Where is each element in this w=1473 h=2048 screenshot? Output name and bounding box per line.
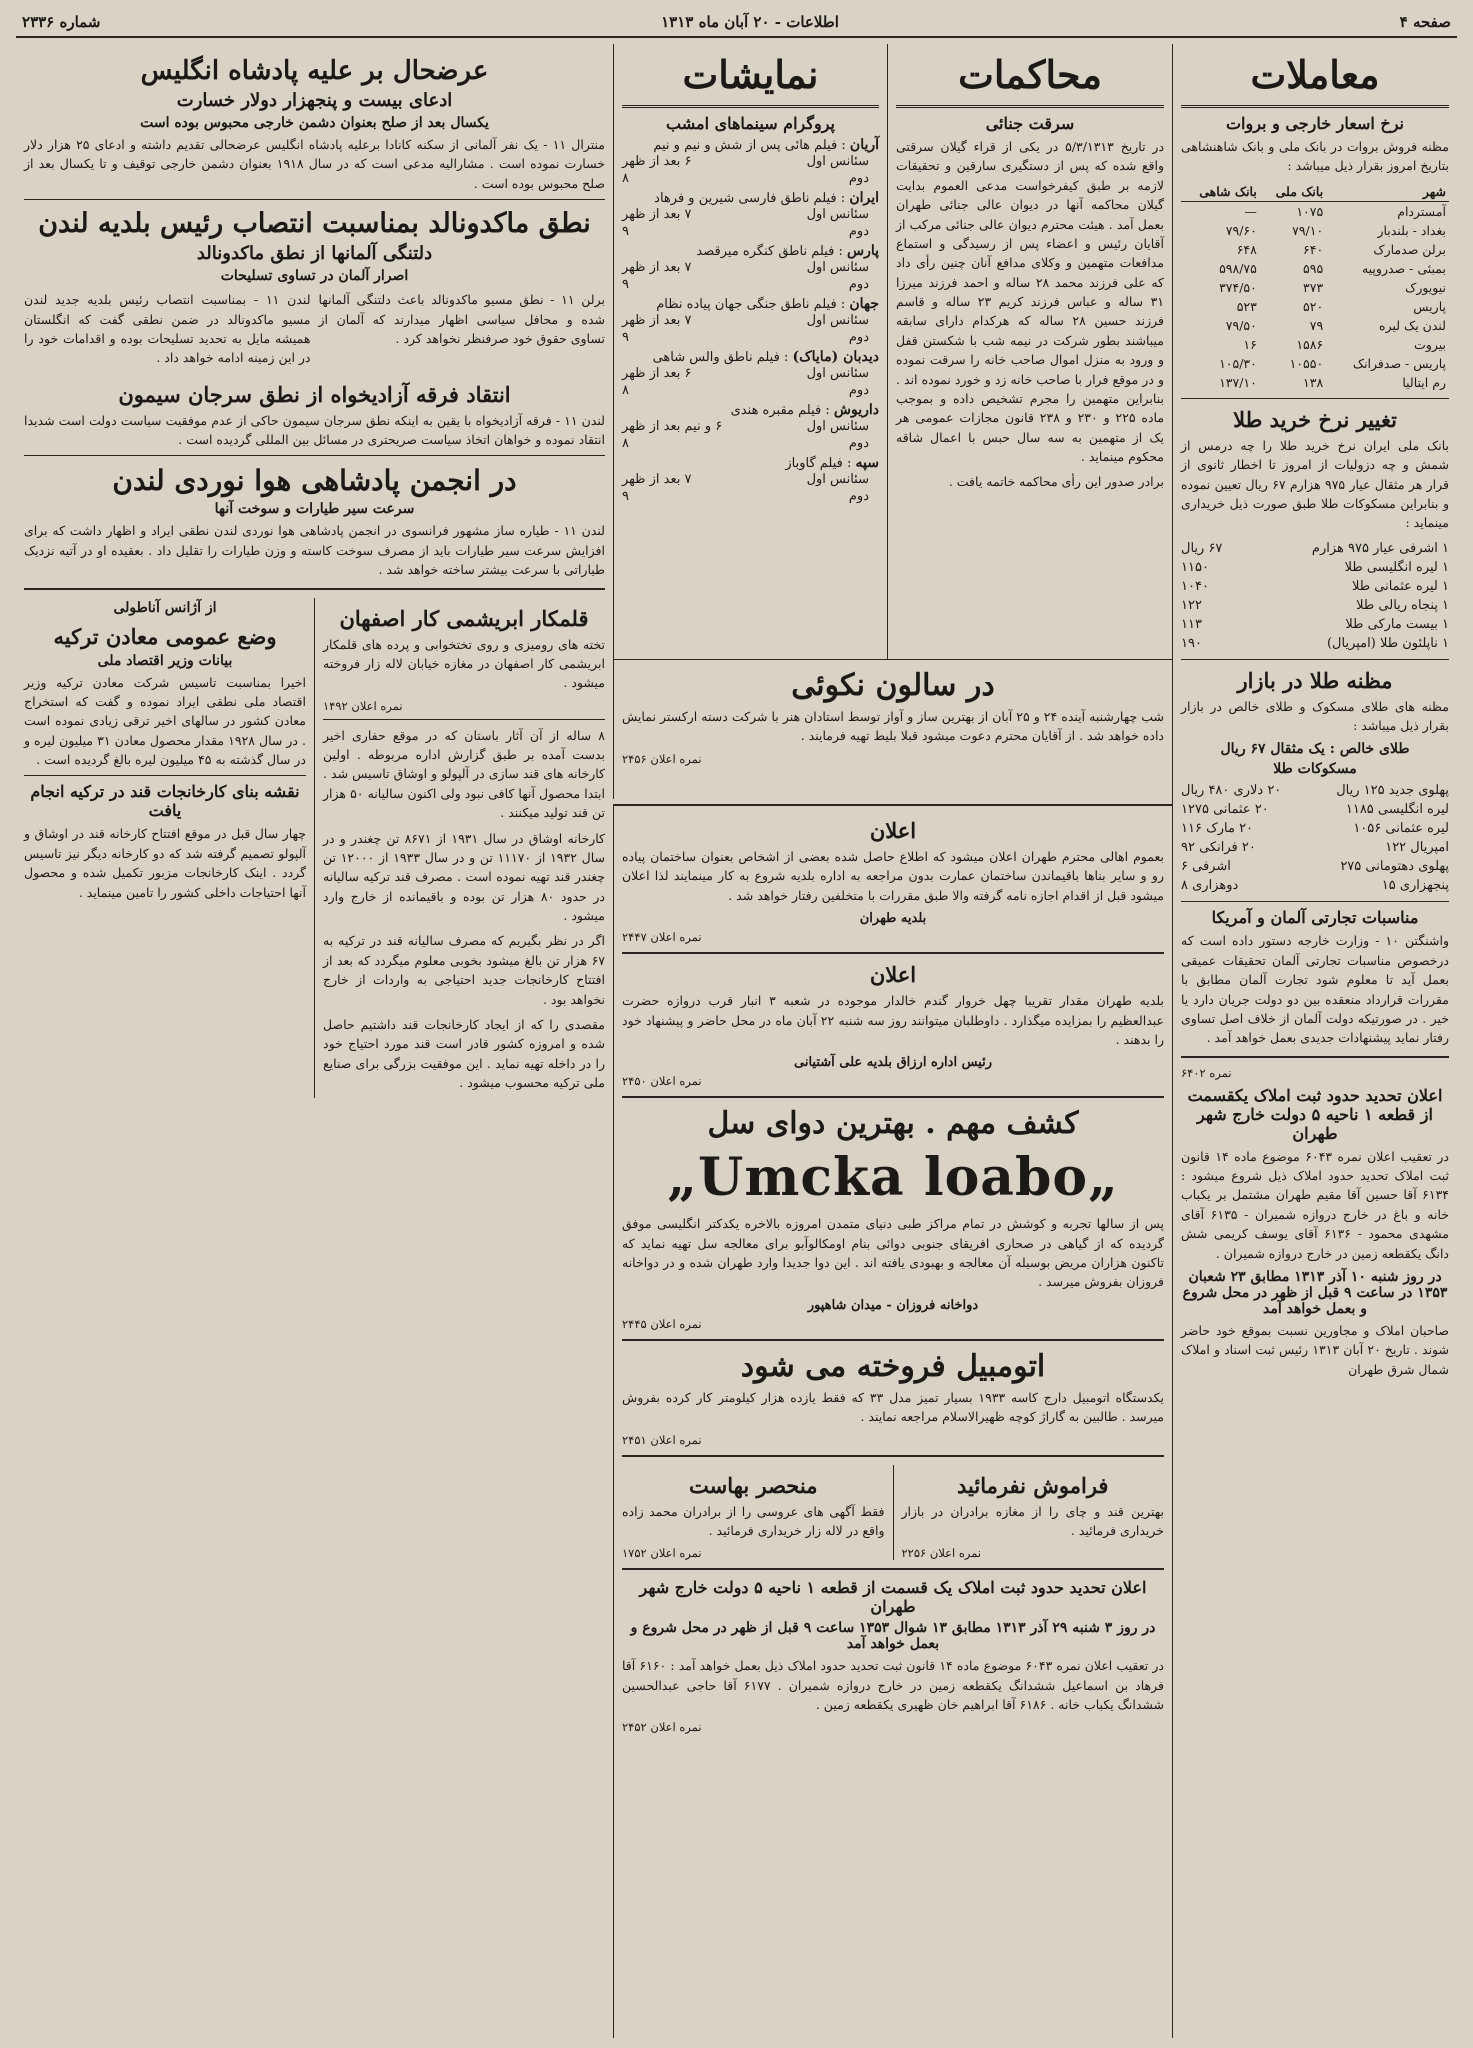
- gold-price: ۱۰۴۰: [1181, 578, 1209, 594]
- fx-shahi: ۶۴۸: [1236, 241, 1257, 257]
- headline-aviation: در انجمن پادشاهی هوا نوردی لندن: [112, 464, 517, 498]
- show-time: ۷ بعد از ظهر: [622, 313, 692, 328]
- headline-lawsuit: عرضحال بر علیه پادشاه انگلیس: [140, 56, 489, 86]
- fx-melli: ۷۹: [1309, 317, 1324, 333]
- fx-row: [1181, 278, 1449, 297]
- fx-intro: مظنه فروش بروات در بانک ملی و بانک شاهنشاهی بتاریخ امروز بقرار ذیل میباشد :: [1181, 139, 1449, 174]
- forget-text: بهترین قند و چای را از مغازه برادران در بازار خریداری فرمائید .: [901, 1503, 1164, 1538]
- fx-shahi: ۷۹/۵۰: [1225, 317, 1257, 333]
- cinema-film: فیلم گاوباز: [785, 456, 843, 471]
- text-qalamkar: تخته های رومیزی و روی تختخوابی و پرده های قلمکار ابریشمی کار اصفهان در مغازه خیابان لاله زار فروخته میشود .: [323, 636, 605, 691]
- page-number: صفحه ۴: [1399, 13, 1451, 31]
- gold-price: ۱۲۲: [1181, 597, 1202, 613]
- coin-b: ۲۰ عثمانی ۱۲۷۵: [1181, 802, 1269, 818]
- coin-row: [1181, 838, 1449, 857]
- fx-melli: ۳۷۳: [1303, 279, 1324, 295]
- cinema-film: فیلم ناطق والس شاهی: [652, 350, 780, 365]
- show-time: ۶ بعد از ظهر: [622, 366, 692, 381]
- notice-title: اعلان تحدید حدود ثبت املاک یکقسمت از قطعه ۱ ناحیه ۵ دولت خارج شهر طهران: [1187, 1085, 1443, 1143]
- fx-shahi: —: [1244, 203, 1257, 219]
- bazaar-title: مظنه طلا در بازار: [1237, 667, 1393, 693]
- coin-a: پنجهزاری ۱۵: [1381, 878, 1449, 894]
- fx-row: [1181, 373, 1449, 392]
- show-time: ۷ بعد از ظهر: [622, 472, 692, 487]
- notice2-title: اعلان تحدید حدود ثبت املاک یک قسمت از قطعه ۱ ناحیه ۵ دولت خارج شهر طهران: [639, 1578, 1147, 1617]
- cinema-entry: دیدبان (مایاک) : فیلم ناطق والس شاهی سئانس اول ۶ بعد از ظهر دوم ۸: [622, 349, 879, 398]
- show-line: [622, 223, 879, 240]
- cinema-film: فیلم مقبره هندی: [730, 403, 822, 418]
- gold-row: [1181, 577, 1449, 596]
- headline-qalamkar: قلمکار ابریشمی کار اصفهان: [339, 605, 589, 631]
- show-line: [622, 435, 879, 452]
- coin-b: ۲۰ فرانکی ۹۲: [1181, 840, 1256, 856]
- fx-melli: ۵۹۵: [1303, 260, 1324, 276]
- notice-tail: صاحبان املاک و مجاورین نسبت بموقع خود حاضر شوند . تاریخ ۲۰ آبان ۱۳۱۳ رئیس ثبت اسناد و املاک شمال شرق طهران: [1181, 1322, 1449, 1377]
- forget-ad: [902, 1465, 1165, 1561]
- ad1-text: بعموم اهالی محترم طهران اعلان میشود که اطلاع حاصل شده بعضی از اشخاص بعنوان ساختمان پیاده رو و سایر بناها باقیماندن ساختمان عمارت بدون مراجعه به اداره بلدیه شروع به کار مینمایند لذا اعلان میشود قبل از اقدام اجازه نامه گرفته والا طبق مقررات با متخلفین رفتار خواهد شد .: [622, 849, 1164, 903]
- show-label: سئانس اول: [806, 472, 869, 487]
- fx-table: [1181, 182, 1449, 392]
- case-text: در تاریخ ۵/۳/۱۳۱۳ در یکی از قراء گیلان سرقتی واقع شده که پس از دستگیری سارقین و تحقیقات لازمه بر طبق کیفرخواست مدعی العموم بدایت گیلان محاکمه آنها در دیوان عالی جنائی طهران بعمل آمد . هیئت محترم دیوان عالی جنائی مرکب از آقایان رئیس و اعضاء پس از رسیدگی و استماع مدافعات متهمین و وکلای مدافع آنان چنین رأی داد که علی فرزند محمد ۲۸ ساله و احمد فرزند میرزا ۳۱ ساله و عباس فرزند کریم ۲۳ ساله و قاسم فرزند حسین ۲۸ ساله که هرکدام دارای سابقه میباشند بطور شرکت در نیمه شب با شکستن قفل و ورود به منزل اموال صاحب خانه را سرقت نموده و در موقع فرار با صاحب خانه زد و خورد نموده اند . بنابراین متهمین را مجرم تشخیص داده و بموجب ماده ۲۲۵ و ۲۳۰ و ۲۳۸ قانون مجازات عمومی هر یک از متهمین به سه سال حبس با اعمال شاقه محکوم مینماید .: [896, 139, 1165, 464]
- show-label: دوم: [848, 383, 869, 398]
- show-time: ۹: [622, 277, 629, 292]
- sub-macdonald: دلتنگی آلمانها از نطق ماکدونالد: [196, 243, 433, 265]
- fx-row: [1181, 240, 1449, 259]
- divider: [622, 1455, 1164, 1457]
- ads-block: [613, 804, 1172, 2038]
- coin-a: امپریال ۱۲۲: [1385, 840, 1449, 856]
- bazaar-text: مظنه های طلای مسکوک و طلای خالص در بازار بقرار ذیل میباشد :: [1181, 698, 1449, 733]
- cinema-entry: آریان : فیلم هائی پس از شش و نیم و نیم سئانس اول ۶ بعد از ظهر دوم ۸: [622, 137, 879, 186]
- show-line: [622, 170, 879, 187]
- column-news: [16, 44, 613, 2038]
- show-time: ۸: [622, 383, 629, 398]
- medicine-name: „Umcka loabo„: [667, 1147, 1119, 1209]
- cinema-film: فیلم هائی پس از شش و نیم و نیم: [653, 138, 838, 153]
- notice-number: نمره ۶۴۰۲: [1181, 1065, 1232, 1080]
- salon-ad: [613, 659, 1172, 799]
- text-sugar-plan: چهار سال قبل در موقع افتتاح کارخانه قند در اوشاق و آلپولو تصمیم گرفته شد که دو کارخانه دیگر نیز تاسیس گردد . اینک کارخانجات مزبور تکمیل شده و محصول آنها احتیاجات داخلی کشور را تامین مینماید .: [24, 826, 306, 900]
- sub-mines: بیانات وزیر اقتصاد ملی: [97, 652, 233, 669]
- fx-city: بمبئی - صدروپیه: [1361, 260, 1446, 276]
- medicine-title: کشف مهم . بهترین دوای سل: [707, 1106, 1079, 1142]
- divider: [1181, 659, 1449, 660]
- text-mines: اخیرا بمناسبت تاسیس شرکت معادن ترکیه وزیر اقتصاد ملی نطقی ایراد نموده و گفت که استخراج معادن کشور در سالهای اخیر ترقی زیادی نموده است . در سال ۱۹۲۸ مقدار محصول معادن ۳۱ میلیون لیره و در سال گذشته به ۴۵ میلیون لیره بالغ گردیده است .: [24, 674, 306, 767]
- fx-row: [1181, 316, 1449, 335]
- fx-city: پاریس - صدفرانک: [1352, 355, 1446, 371]
- gold-item: ۱ ناپلئون طلا (امپریال): [1326, 635, 1449, 651]
- cinema-name: ایران: [849, 190, 879, 206]
- divider: [893, 1465, 894, 1561]
- show-time: ۹: [622, 489, 629, 504]
- cinema-entry: ایران : فیلم ناطق فارسی شیرین و فرهاد سئانس اول ۷ بعد از ظهر دوم ۹: [622, 190, 879, 239]
- show-label: دوم: [848, 489, 869, 504]
- ad2-sign: رئیس اداره ارزاق بلدیه علی آشتیانی: [794, 1055, 992, 1071]
- coins-title: مسکوکات طلا: [1273, 761, 1357, 778]
- fx-melli: ۱۳۸: [1303, 374, 1324, 390]
- gold-item: ۱ بیست مارکی طلا: [1345, 616, 1449, 632]
- cinema-entry: سپه : فیلم گاوباز سئانس اول ۷ بعد از ظهر دوم ۹: [622, 455, 879, 504]
- section-title-transactions: معاملات: [1181, 48, 1449, 108]
- coin-row: [1181, 819, 1449, 838]
- show-label: سئانس اول: [806, 419, 869, 434]
- fx-row: [1181, 335, 1449, 354]
- gold-row: [1181, 596, 1449, 615]
- ad2-number: نمره اعلان ۲۴۵۰: [622, 1074, 702, 1089]
- fx-shahi: ۵۹۸/۷۵: [1219, 260, 1257, 276]
- ad1-number: نمره اعلان ۲۴۴۷: [622, 930, 702, 945]
- text-macdonald-a: برلن ۱۱ - نطق مسیو ماکدونالد باعث دلتنگی آلمانها شده و محافل سیاسی اظهار میدارند که آلمان از تساوی حقوق خود صرفنظر نخواهد کرد .: [318, 292, 605, 346]
- case-title: سرقت جنائی: [985, 114, 1075, 133]
- fx-shahi: ۱۰۵/۳۰: [1219, 355, 1257, 371]
- fx-header-melli: بانک ملی: [1260, 182, 1326, 202]
- notice2-date: در روز ۳ شنبه ۲۹ آذر ۱۳۱۳ مطابق ۱۳ شوال ۱۳۵۳ ساعت ۹ قبل از ظهر در محل شروع و بعمل خواهد آمد: [630, 1620, 1156, 1653]
- text-sugar-2: کارخانه اوشاق در سال ۱۹۳۱ از ۸۶۷۱ تن چغندر و در سال ۱۹۳۲ از ۱۱۱۷۰ تن و در سال ۱۹۳۳ از ۱۲۰۰۰ تن چغندر قند تهیه نموده است . مصرف قند ترکیه سالیانه در حدود ۸۰ هزار تن بوده و باقیمانده از خارج وارد میشود .: [323, 830, 606, 923]
- divider: [1181, 1056, 1449, 1058]
- fx-city: آمستردام: [1397, 203, 1446, 219]
- gold-change-text: بانک ملی ایران نرخ خرید طلا را چه درمس از شمش و چه دزولیات از امروز تا اخطار ثانوی از قرار هر مثقال عیار ۹۷۵ هزارم ۶۷ ریال تعیین نموده و بنابراین مسکوکات طلا طبق صورت ذیل خریداری مینماید :: [1181, 437, 1449, 531]
- coin-row: [1181, 781, 1449, 800]
- gold-item: ۱ اشرفی عیار ۹۷۵ هزارم: [1311, 540, 1449, 556]
- show-line: [622, 329, 879, 346]
- show-line: [622, 276, 879, 293]
- section-title-shows: نمایشات: [622, 48, 879, 108]
- coin-b: ۲۰ مارک ۱۱۶: [1181, 821, 1254, 837]
- show-label: دوم: [848, 330, 869, 345]
- fx-shahi: ۷۹/۶۰: [1225, 222, 1257, 238]
- fx-melli: ۱۰۷۵: [1296, 203, 1324, 219]
- issue-date: اطلاعات - ۲۰ آبان ماه ۱۳۱۳: [661, 13, 839, 31]
- notice2-text: در تعقیب اعلان نمره ۶۰۴۳ موضوع ماده ۱۴ قانون ثبت تحدید حدود املاک ذیل بعمل خواهد آمد : ۶۱۶۰ آقا فرهاد بن اسماعیل ششدانگ یکقطعه زمین در خارج دروازه شمیران . ۶۱۷۷ آقا حاجی عبدالحسین ششدانگ یکباب خانه . ۶۱۸۶ آقا ابراهیم خان ظهیری یکقطعه زمین .: [622, 1658, 1164, 1712]
- fx-header-city: شهر: [1326, 182, 1449, 202]
- ad1-sign: بلدیه طهران: [859, 911, 927, 927]
- fx-melli: ۷۹/۱۰: [1292, 222, 1324, 238]
- macdonald-text: [24, 288, 605, 374]
- column-transactions: [1172, 44, 1457, 2038]
- cinema-name: پارس: [846, 243, 879, 259]
- show-line: [622, 471, 879, 488]
- fx-shahi: ۵۲۳: [1236, 298, 1257, 314]
- fx-row: [1181, 221, 1449, 240]
- exclusive-text: فقط آگهی های عروسی را از برادران محمد زاده واقع در لاله زار خریداری فرمائید .: [622, 1503, 885, 1538]
- headline-simon: انتقاد فرقه آزادیخواه از نطق سرجان سیمون: [118, 381, 511, 407]
- divider: [622, 1096, 1164, 1098]
- text-simon: لندن ۱۱ - فرقه آزادیخواه با یقین به اینکه نطق سرجان سیمون حاکی از عدم موفقیت سیاست دولت است شدیدا انتقاد نموده و خواهان اتخاذ سیاست صریحتری در مسائل بین المللی گردیده است .: [24, 412, 605, 447]
- forget-title: فراموش نفرمائید: [957, 1472, 1109, 1498]
- show-time: ۶ بعد از ظهر: [622, 154, 692, 169]
- case-tail: برادر صدور این رأی محاکمه خاتمه یافت .: [948, 474, 1164, 490]
- cinema-entry: پارس : فیلم ناطق کنگره میرقصد سئانس اول ۷ بعد از ظهر دوم ۹: [622, 243, 879, 292]
- notice-text: در تعقیب اعلان نمره ۶۰۴۳ موضوع ماده ۱۴ قانون ثبت املاک تحدید حدود املاک ذیل شروع میشود : ۶۱۳۴ آقا حسین آقا مقیم طهران مشتمل بر یکباب خانه و باغ در خارج دروازه شمیران - ۶۱۳۵ آقای مشهدی محمود - ۶۱۳۶ آقای یوسف کریمی شش دانگ یکقطعه زمین در خارج دروازه شمیران .: [1181, 1148, 1450, 1261]
- auto-text: یکدستگاه اتومبیل دارج کاسه ۱۹۳۳ بسیار تمیز مدل ۳۳ که فقط یازده هزار کیلومتر کار کرده بفروش میرسد . طالبین به گاراژ کوچه ظهیرالاسلام مراجعه نمایند .: [622, 1389, 1164, 1425]
- section-title-trials: محاکمات: [896, 48, 1164, 108]
- fx-city: بیروت: [1414, 336, 1446, 352]
- fx-shahi: ۱۳۷/۱۰: [1219, 374, 1257, 390]
- gold-row: [1181, 558, 1449, 577]
- coin-b: اشرفی ۶: [1181, 859, 1231, 875]
- medicine-sign: دواخانه فروزان - میدان شاهپور: [807, 1297, 979, 1313]
- fx-melli: ۱۰۵۵۰: [1289, 355, 1324, 371]
- coin-a: پهلوی جدید ۱۲۵ ریال: [1336, 783, 1449, 799]
- gold-price: ۶۷ ریال: [1181, 540, 1223, 556]
- page-header: [16, 8, 1457, 38]
- notice-date: در روز شنبه ۱۰ آذر ۱۳۱۳ مطابق ۲۳ شعبان ۱۳۵۳ در ساعت ۹ قبل از ظهر در محل شروع و بعمل خواهد آمد: [1182, 1268, 1448, 1317]
- exclusive-number: نمره اعلان ۱۷۵۲: [622, 1546, 702, 1561]
- gold-price: ۱۱۵۰: [1181, 559, 1209, 575]
- fx-row: [1181, 354, 1449, 373]
- show-line: [622, 259, 879, 276]
- fx-shahi: ۱۶: [1243, 336, 1257, 352]
- lower-left-col: [24, 598, 306, 1099]
- text-aviation: لندن ۱۱ - طیاره ساز مشهور فرانسوی در انجمن پادشاهی هوا نوردی لندن نطقی ایراد و اظهار داشت که برای افزایش سرعت سیر طیارات باید از مصرف سوخت کاسته و وزن طیارات را تقلیل داد . بعقیده او در آتیه نزدیک طیاراتی با سرعت بیشتر ساخته خواهد شد .: [24, 523, 605, 578]
- cinema-film: فیلم ناطق جنگی جهان پیاده نظام: [656, 297, 837, 312]
- fx-city: لندن یک لیره: [1379, 317, 1446, 333]
- fx-city: رم ایتالیا: [1402, 374, 1446, 390]
- gold-price: ۱۱۳: [1181, 616, 1202, 632]
- gold-row: [1181, 539, 1449, 558]
- cinema-entry: داریوش : فیلم مقبره هندی سئانس اول ۶ و نیم بعد از ظهر دوم ۸: [622, 402, 879, 451]
- text-sugar-1: ۸ ساله از آن آثار باستان که در موقع حفاری اخیر بدست آمده بر طبق گزارش اداره مربوطه . اولین کارخانه های قند سازی در آلپولو و اوشاق تاسیس شد . ابتدا محصول آنها کافی نبود ولی اکنون سالیانه ۵۰ هزار تن قند تولید میکنند .: [323, 727, 605, 821]
- coin-row: [1181, 857, 1449, 876]
- divider: [24, 455, 605, 456]
- show-line: [622, 418, 879, 435]
- headline-macdonald: نطق ماکدونالد بمناسبت انتصاب رئیس بلدیه لندن: [38, 208, 591, 240]
- show-label: سئانس اول: [806, 313, 869, 328]
- gold-item: ۱ پنجاه ریالی طلا: [1356, 597, 1449, 613]
- cinema-film: فیلم ناطق کنگره میرقصد: [696, 244, 835, 259]
- show-label: سئانس اول: [806, 260, 869, 275]
- ad2-title: اعلان: [869, 962, 917, 988]
- show-time: ۸: [622, 171, 629, 186]
- coin-b: ۲۰ دلاری ۴۸۰ ریال: [1181, 783, 1282, 799]
- show-label: سئانس اول: [806, 207, 869, 222]
- show-label: دوم: [848, 436, 869, 451]
- show-line: [622, 206, 879, 223]
- salon-number: نمره اعلان ۲۴۵۶: [622, 751, 702, 766]
- coin-a: لیره عثمانی ۱۰۵۶: [1353, 821, 1449, 837]
- salon-text: شب چهارشنبه آینده ۲۴ و ۲۵ آبان از بهترین ساز و آواز توسط استادان هنر با شرکت دسته ارکستر نمایش داده خواهد شد . از آقایان محترم دعوت میشود قبلا بلیط تهیه فرمایند .: [622, 709, 1164, 744]
- show-label: دوم: [848, 224, 869, 239]
- medicine-text: پس از سالها تجربه و کوشش در تمام مراکز طبی دنیای متمدن امروزه بالاخره یکدکتر انگلیسی موفق گردیده که از گیاهی در صحاری افریقای جنوبی دوائی بنام اومکالوآبو برای معالجه سل تهیه نماید که تاکنون هزاران مریض بوسیله آن معالجه و بهبودی یافته اند . این دوا جدیدا وارد طهران شده و در دواخانه فروزان بفروش میرسد .: [622, 1216, 1164, 1290]
- divider: [622, 1339, 1164, 1341]
- show-line: [622, 365, 879, 382]
- headline-sugar-plan: نقشه بنای کارخانجات قند در ترکیه انجام یافت: [30, 782, 300, 821]
- fx-city: نیویورک: [1405, 279, 1446, 295]
- fx-header-shahi: بانک شاهی: [1181, 182, 1260, 202]
- divider: [622, 952, 1164, 954]
- gold-row: [1181, 615, 1449, 634]
- cinema-name: سپه: [855, 455, 879, 471]
- sub-aviation: سرعت سیر طیارات و سوخت آنها: [214, 501, 415, 518]
- salon-title: در سالون نکوئی: [791, 668, 995, 703]
- forget-number: نمره اعلان ۲۲۵۶: [901, 1546, 982, 1561]
- exclusive-title: منحصر بهاست: [689, 1472, 818, 1498]
- auto-number: نمره اعلان ۲۴۵۱: [622, 1432, 702, 1447]
- fx-melli: ۶۴۰: [1303, 241, 1324, 257]
- cinema-name: جهان: [849, 296, 879, 312]
- notice2-number: نمره اعلان ۲۴۵۲: [622, 1720, 702, 1735]
- show-time: ۸: [622, 436, 629, 451]
- coin-a: لیره انگلیسی ۱۱۸۵: [1345, 802, 1449, 818]
- fx-city: برلن صدمارک: [1373, 241, 1446, 257]
- cinema-entry: جهان : فیلم ناطق جنگی جهان پیاده نظام سئانس اول ۷ بعد از ظهر دوم ۹: [622, 296, 879, 345]
- exclusive-ad: [622, 1465, 885, 1561]
- coin-b: دوهزاری ۸: [1181, 878, 1239, 894]
- fx-city: پاریس: [1413, 298, 1446, 314]
- show-time: ۷ بعد از ظهر: [622, 260, 692, 275]
- divider: [323, 719, 605, 720]
- text-macdonald-b: لندن ۱۱ - بمناسبت انتصاب رئیس بلدیه جدید لندن مسیو ماکدونالد در ضمن نطقی گفت که انگلستان همیشه مایل به تحدید تسلیحات بوده و اقدامات خود را در این زمینه ادامه خواهد داد .: [24, 292, 311, 366]
- fx-title: نرخ اسعار خارجی و بروات: [1225, 114, 1405, 133]
- gold-item: ۱ لیره عثمانی طلا: [1352, 578, 1449, 594]
- gold-price: ۱۹۰: [1181, 635, 1202, 651]
- agency-label: از آژانس آناطولی: [113, 599, 217, 616]
- show-line: [622, 153, 879, 170]
- divider: [24, 199, 605, 200]
- sub-macdonald-2: اصرار آلمان در تساوی تسلیحات: [220, 268, 409, 285]
- show-time: ۶ و نیم بعد از ظهر: [622, 419, 723, 434]
- coin-row: [1181, 800, 1449, 819]
- sub-lawsuit-2: یکسال بعد از صلح بعنوان دشمن خارجی محبوس بوده است: [140, 115, 489, 131]
- ad2-text: بلدیه طهران مقدار تقریبا چهل خروار گندم خالدار موجوده در شعبه ۳ انبار قرب دروازه حضرت عبدالعظیم را بمزایده میگذارد . داوطلبان میتوانند روز سه شنبه ۲۲ آبان ماه در محل حاضر و پیشنهاد خود را بدهند .: [622, 993, 1164, 1047]
- gold-row: [1181, 634, 1449, 653]
- show-line: [622, 488, 879, 505]
- show-line: [622, 382, 879, 399]
- text-lawsuit: منترال ۱۱ - یک نفر آلمانی از سکنه کانادا برعلیه پادشاه انگلیس عرضحالی تقدیم داشته و ادعای ۲۵ هزار دلار خسارت نموده است . مشارالیه مدعی است که در سال ۱۹۱۸ بعنوان دشمن خارجی توقیف و تا یکسال بعد از صلح محبوس بوده است .: [24, 137, 605, 191]
- headline-mines: وضع عمومی معادن ترکیه: [53, 623, 277, 649]
- show-label: دوم: [848, 277, 869, 292]
- show-time: ۹: [622, 224, 629, 239]
- divider: [1181, 901, 1449, 902]
- fx-row: [1181, 259, 1449, 278]
- cinema-name: آریان: [849, 137, 879, 153]
- program-title: پروگرام سینماهای امشب: [666, 114, 835, 133]
- divider: [622, 1568, 1164, 1570]
- show-line: [622, 312, 879, 329]
- sub-lawsuit: ادعای بیست و پنجهزار دولار خسارت: [176, 90, 453, 111]
- pure-gold: طلای خالص : یک مثقال ۶۷ ریال: [1220, 741, 1410, 758]
- trade-title: مناسبات تجارتی آلمان و آمریکا: [1211, 908, 1419, 928]
- auto-title: اتومبیل فروخته می شود: [740, 1348, 1046, 1384]
- ad1-title: اعلان: [869, 818, 917, 843]
- fx-melli: ۵۲۰: [1303, 298, 1324, 314]
- text-sugar-3: اگر در نظر بگیریم که مصرف سالیانه قند در ترکیه به ۶۷ هزار تن بالغ میشود بخوبی معلوم میگردد که بعد از افتتاح کارخانجات جدید احتیاجی به واردات از خارج نخواهد بود .: [323, 933, 605, 1007]
- fx-row: [1181, 297, 1449, 316]
- small-ads-row: [622, 1465, 1164, 1561]
- gold-change-title: تغییر نرخ خرید طلا: [1233, 406, 1397, 432]
- coin-row: [1181, 876, 1449, 895]
- qalamkar-number: نمره اعلان ۱۴۹۲: [323, 698, 403, 713]
- show-label: سئانس اول: [806, 154, 869, 169]
- fx-city: بغداد - بلندبار: [1377, 222, 1446, 238]
- text-sugar-4: مقصدی را که از ایجاد کارخانجات قند داشتیم حاصل شده و امروزه کشور قادر است قند مورد احتیاج خود را در داخله تهیه نماید . این موفقیت بزرگی برای صنایع ملی ترکیه محسوب میشود .: [323, 1016, 605, 1090]
- issue-number: شماره ۲۳۳۶: [22, 13, 101, 31]
- show-time: ۹: [622, 330, 629, 345]
- fx-melli: ۱۵۸۶: [1296, 336, 1324, 352]
- fx-shahi: ۳۷۴/۵۰: [1219, 279, 1257, 295]
- columns: [16, 44, 1457, 2038]
- gold-item: ۱ لیره انگلیسی طلا: [1344, 559, 1449, 575]
- show-label: دوم: [848, 171, 869, 186]
- lower-right-col: [323, 598, 605, 1099]
- fx-row: [1181, 201, 1449, 221]
- divider: [24, 775, 306, 776]
- trade-text: واشنگتن ۱۰ - وزارت خارجه دستور داده است که درخصوص مناسبات تجارتی آلمان تحقیقات عمیقی بعمل آید تا معلوم شود تجارت آلمان مطابق با مقررات قرارداد منعقده بین دو دولت جریان دارد یا خیر . در صورتیکه دولت آلمان از خلاف اصل تساوی رفتار نماید پیشنهادات جدیدی بعمل خواهد آمد .: [1181, 933, 1449, 1046]
- coin-a: پهلوی دهتومانی ۲۷۵: [1340, 859, 1449, 875]
- medicine-number: نمره اعلان ۲۴۴۵: [622, 1316, 702, 1331]
- show-label: سئانس اول: [806, 366, 869, 381]
- divider: [24, 588, 605, 590]
- cinema-name: داریوش: [833, 402, 879, 418]
- fx-header-row: [1181, 182, 1449, 202]
- lower-news: [24, 598, 605, 1099]
- cinema-film: فیلم ناطق فارسی شیرین و فرهاد: [654, 191, 837, 206]
- divider: [1181, 398, 1449, 399]
- cinema-name: دیدبان (مایاک): [792, 349, 879, 365]
- divider: [314, 598, 315, 1099]
- show-time: ۷ بعد از ظهر: [622, 207, 692, 222]
